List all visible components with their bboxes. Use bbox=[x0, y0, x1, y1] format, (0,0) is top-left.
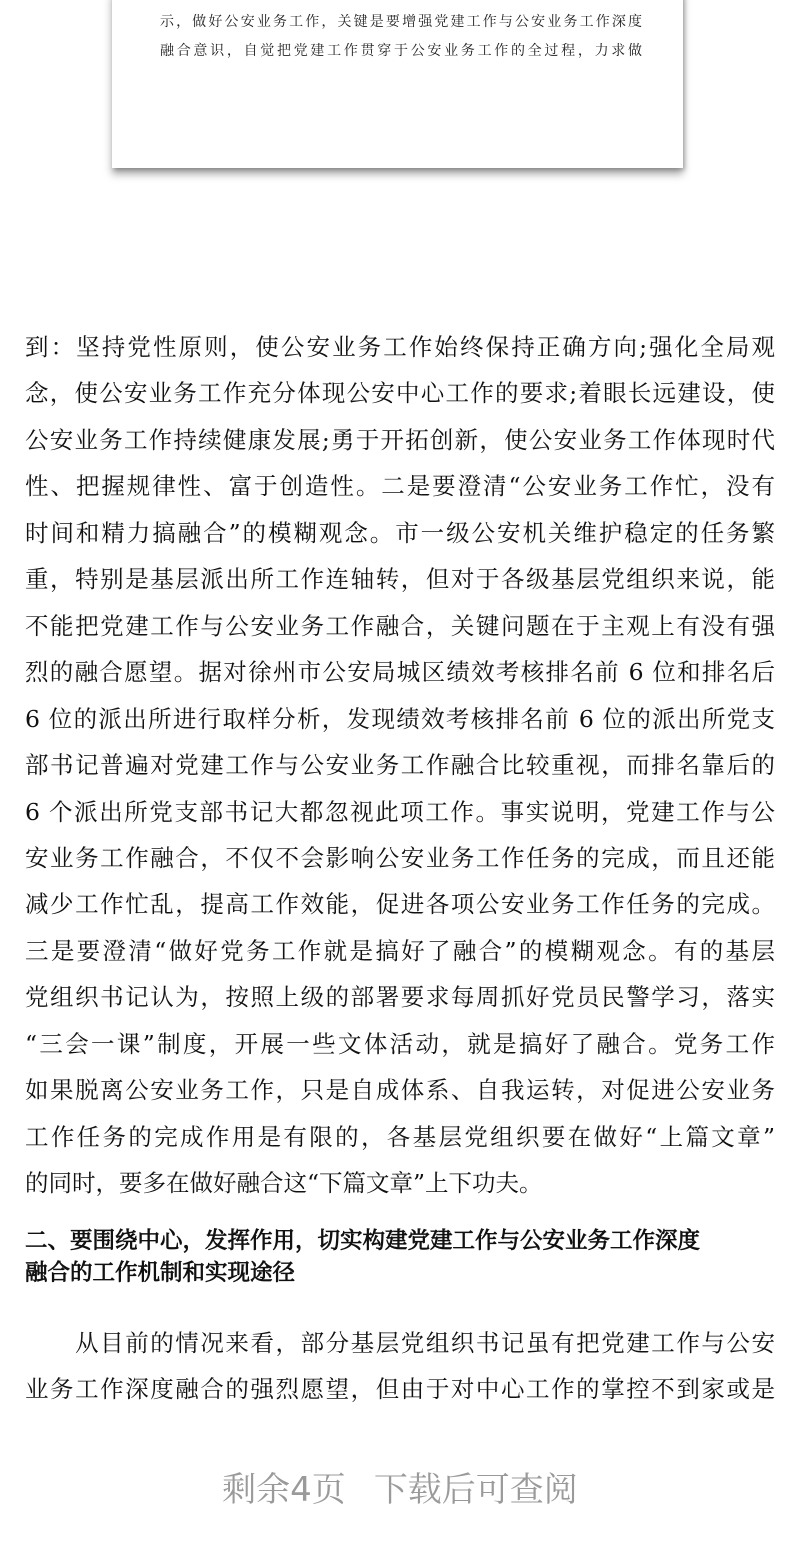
preview-page-card bbox=[112, 0, 683, 168]
paragraph-line: 6 个派出所党支部书记大都忽视此项工作。事实说明，党建工作与公 bbox=[25, 797, 775, 826]
download-to-view-label: 下载后可查阅 bbox=[373, 1470, 578, 1510]
card-text-line: 示，做好公安业务工作，关键是要增强党建工作与公安业务工作深度 bbox=[160, 14, 642, 30]
remaining-pages-label: 剩余4页 bbox=[222, 1470, 346, 1510]
section-heading-line: 融合的工作机制和实现途径 bbox=[25, 1260, 296, 1286]
paragraph-line: 党组织书记认为，按照上级的部署要求每周抓好党员民警学习，落实 bbox=[25, 983, 775, 1012]
paragraph-line: 安业务工作融合，不仅不会影响公安业务工作任务的完成，而且还能 bbox=[25, 843, 775, 872]
paragraph-line: 不能把党建工作与公安业务工作融合，关键问题在于主观上有没有强 bbox=[25, 611, 775, 640]
paragraph-line: 6 位的派出所进行取样分析，发现绩效考核排名前 6 位的派出所党支 bbox=[25, 704, 775, 733]
paragraph-line: “三会一课”制度，开展一些文体活动，就是搞好了融合。党务工作 bbox=[25, 1029, 775, 1058]
paragraph-line: 重，特别是基层派出所工作连轴转，但对于各级基层党组织来说，能 bbox=[25, 565, 775, 594]
paragraph-line: 到：坚持党性原则，使公安业务工作始终保持正确方向;强化全局观 bbox=[25, 333, 775, 361]
section-heading-line: 二、要围绕中心，发挥作用，切实构建党建工作与公安业务工作深度 bbox=[25, 1228, 701, 1254]
section-paragraph-line: 业务工作深度融合的强烈愿望，但由于对中心工作的掌控不到家或是 bbox=[25, 1374, 775, 1403]
paragraph-line: 的同时，要多在做好融合这“下篇文章”上下功夫。 bbox=[25, 1169, 543, 1198]
paragraph-line: 时间和精力搞融合”的模糊观念。市一级公安机关维护稳定的任务繁 bbox=[25, 518, 775, 547]
download-prompt[interactable] bbox=[0, 1462, 800, 1511]
paragraph-line: 如果脱离公安业务工作，只是自成体系、自我运转，对促进公安业务 bbox=[25, 1076, 775, 1105]
section-paragraph-line: 从目前的情况来看，部分基层党组织书记虽有把党建工作与公安 bbox=[25, 1329, 775, 1357]
paragraph-line: 工作任务的完成作用是有限的，各基层党组织要在做好“上篇文章” bbox=[25, 1122, 775, 1151]
paragraph-line: 念，使公安业务工作充分体现公安中心工作的要求;着眼长远建设，使 bbox=[25, 379, 775, 408]
paragraph-line: 烈的融合愿望。据对徐州市公安局城区绩效考核排名前 6 位和排名后 bbox=[25, 658, 775, 687]
paragraph-line: 公安业务工作持续健康发展;勇于开拓创新，使公安业务工作体现时代 bbox=[25, 425, 775, 454]
paragraph-line: 性、把握规律性、富于创造性。二是要澄清“公安业务工作忙，没有 bbox=[25, 472, 775, 501]
paragraph-line: 减少工作忙乱，提高工作效能，促进各项公安业务工作任务的完成。 bbox=[25, 890, 775, 919]
paragraph-line: 三是要澄清“做好党务工作就是搞好了融合”的模糊观念。有的基层 bbox=[25, 936, 775, 965]
paragraph-line: 部书记普遍对党建工作与公安业务工作融合比较重视，而排名靠后的 bbox=[25, 751, 775, 780]
card-text-line: 融合意识，自觉把党建工作贯穿于公安业务工作的全过程，力求做 bbox=[160, 43, 642, 59]
